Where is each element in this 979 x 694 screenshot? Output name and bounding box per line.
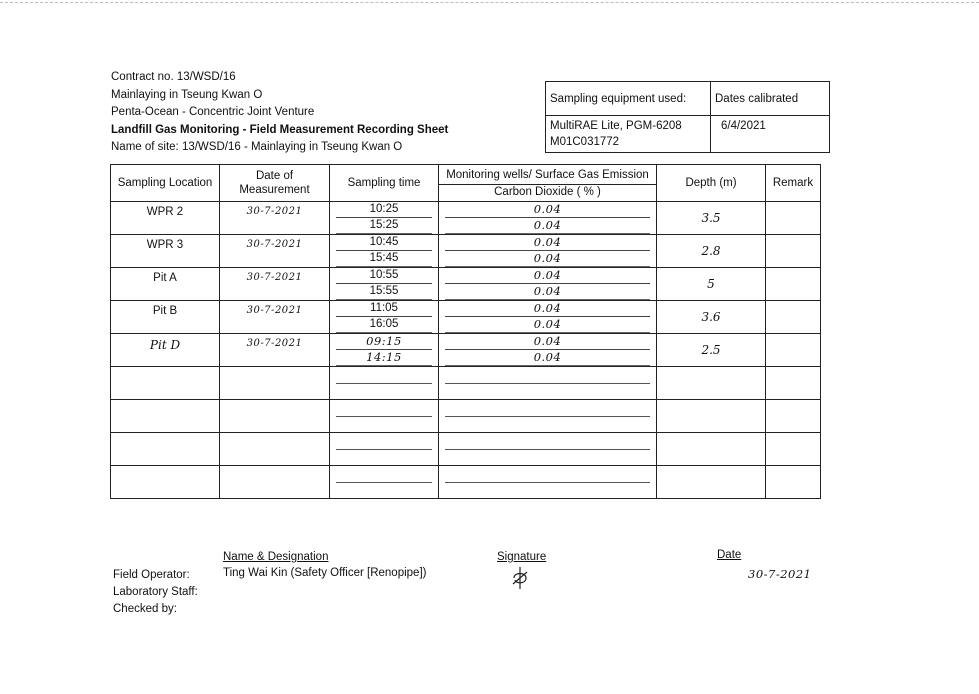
contractor-name: Penta-Ocean - Concentric Joint Venture bbox=[111, 106, 315, 118]
remark-cell bbox=[766, 235, 821, 268]
time-cell-1: 09:15 bbox=[336, 334, 432, 350]
signature-mark bbox=[511, 566, 529, 590]
location-cell: Pit D bbox=[149, 338, 181, 352]
date-cell: 30-7-2021 bbox=[246, 338, 303, 349]
location-cell: WPR 3 bbox=[146, 239, 184, 251]
signature-label: Signature bbox=[497, 551, 547, 563]
table-row bbox=[111, 235, 821, 268]
field-operator-date: 30-7-2021 bbox=[748, 567, 812, 581]
header-sampling-time: Sampling time bbox=[330, 165, 439, 202]
header-sampling-location: Sampling Location bbox=[111, 165, 220, 202]
equipment-serial: M01C031772 bbox=[550, 136, 620, 148]
co2-cell-1: 0.04 bbox=[445, 268, 650, 284]
location-cell: Pit A bbox=[153, 272, 177, 284]
field-operator-label: Field Operator: bbox=[113, 569, 190, 581]
depth-cell: 2.5 bbox=[701, 343, 721, 357]
equipment-used-label: Sampling equipment used: bbox=[546, 82, 711, 116]
site-name: Name of site: 13/WSD/16 - Mainlaying in Tseung Kwan O bbox=[111, 141, 403, 153]
checked-by-label: Checked by: bbox=[113, 603, 177, 615]
co2-cell-2: 0.04 bbox=[445, 317, 650, 333]
equipment-table bbox=[545, 81, 830, 153]
header-carbon-dioxide: Carbon Dioxide ( % ) bbox=[494, 185, 601, 198]
header-monitoring bbox=[439, 165, 657, 202]
table-row-empty bbox=[111, 367, 821, 400]
table-row-empty bbox=[111, 466, 821, 499]
remark-cell bbox=[766, 334, 821, 367]
time-cell-2: 15:55 bbox=[336, 284, 432, 300]
header-remark: Remark bbox=[766, 165, 821, 202]
depth-cell: 2.8 bbox=[701, 244, 721, 258]
co2-cell-1: 0.04 bbox=[445, 301, 650, 317]
contract-number: Contract no. 13/WSD/16 bbox=[111, 71, 236, 83]
project-name: Mainlaying in Tseung Kwan O bbox=[111, 88, 263, 101]
time-cell-2: 15:45 bbox=[336, 251, 432, 267]
equipment-value bbox=[546, 116, 711, 153]
table-row bbox=[111, 301, 821, 334]
table-row bbox=[111, 268, 821, 301]
name-designation-label: Name & Designation bbox=[223, 551, 329, 563]
co2-cell-2: 0.04 bbox=[445, 218, 650, 234]
sheet-title: Landfill Gas Monitoring - Field Measurement Recording Sheet bbox=[111, 123, 449, 136]
date-cell: 30-7-2021 bbox=[246, 272, 303, 283]
equipment-model: MultiRAE Lite, PGM-6208 bbox=[550, 120, 682, 132]
time-cell-1: 10:45 bbox=[336, 235, 432, 251]
date-cell: 30-7-2021 bbox=[246, 206, 303, 217]
location-cell: Pit B bbox=[152, 305, 178, 317]
date-label: Date bbox=[717, 549, 742, 561]
header-date-of-measurement: Date of Measurement bbox=[220, 165, 330, 202]
table-row bbox=[111, 202, 821, 235]
header-depth: Depth (m) bbox=[657, 165, 766, 202]
measurement-table bbox=[110, 164, 821, 499]
time-cell-1: 10:55 bbox=[336, 268, 432, 284]
co2-cell-2: 0.04 bbox=[445, 350, 650, 366]
time-cell-2: 14:15 bbox=[336, 350, 432, 366]
field-operator-name: Ting Wai Kin (Safety Officer [Renopipe]) bbox=[223, 567, 427, 579]
remark-cell bbox=[766, 268, 821, 301]
depth-cell: 3.5 bbox=[701, 211, 721, 225]
depth-cell: 5 bbox=[707, 277, 715, 291]
co2-cell-1: 0.04 bbox=[445, 235, 650, 251]
laboratory-staff-label: Laboratory Staff: bbox=[113, 586, 198, 598]
remark-cell bbox=[766, 301, 821, 334]
co2-cell-1: 0.04 bbox=[445, 202, 650, 218]
time-cell-2: 16:05 bbox=[336, 317, 432, 333]
date-cell: 30-7-2021 bbox=[246, 239, 303, 250]
header-monitoring-wells: Monitoring wells/ Surface Gas Emission bbox=[439, 168, 656, 185]
location-cell: WPR 2 bbox=[146, 206, 184, 218]
table-row-empty bbox=[111, 433, 821, 466]
co2-cell-1: 0.04 bbox=[445, 334, 650, 350]
date-cell: 30-7-2021 bbox=[246, 305, 303, 316]
scan-edge-line bbox=[0, 2, 979, 4]
co2-cell-2: 0.04 bbox=[445, 284, 650, 300]
time-cell-2: 15:25 bbox=[336, 218, 432, 234]
table-row-empty bbox=[111, 400, 821, 433]
document-header bbox=[111, 69, 448, 157]
dates-calibrated-label: Dates calibrated bbox=[711, 82, 830, 116]
table-row bbox=[111, 334, 821, 367]
time-cell-1: 11:05 bbox=[336, 301, 432, 317]
co2-cell-2: 0.04 bbox=[445, 251, 650, 267]
depth-cell: 3.6 bbox=[701, 310, 721, 324]
time-cell-1: 10:25 bbox=[336, 202, 432, 218]
calibration-date: 6/4/2021 bbox=[711, 116, 830, 153]
table-header-row bbox=[111, 165, 821, 202]
remark-cell bbox=[766, 202, 821, 235]
